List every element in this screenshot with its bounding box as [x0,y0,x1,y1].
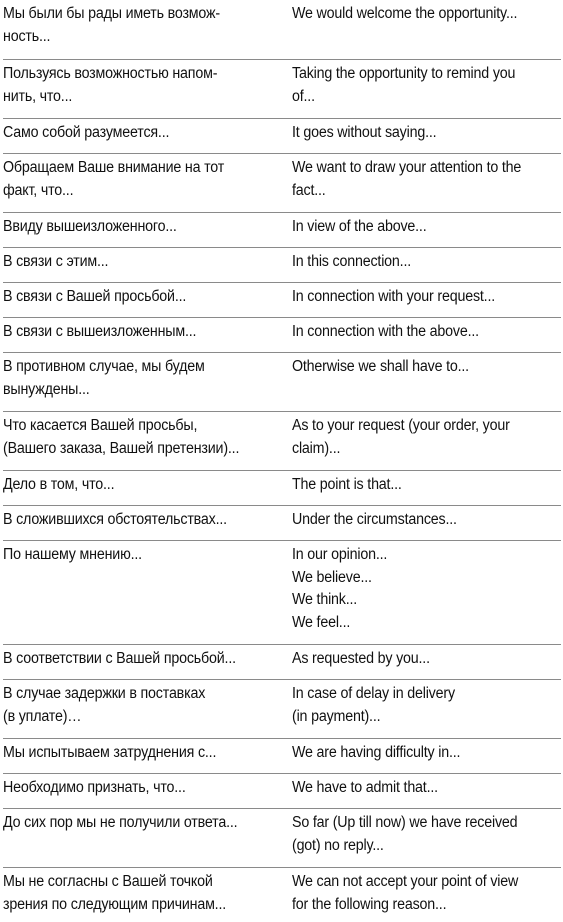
russian-phrase: Необходимо признать, что... [3,779,186,796]
russian-phrase: Дело в том, что... [3,476,115,493]
russian-phrase: Мы не согласны с Вашей точкой зрения по следующим причинам... [3,873,227,913]
russian-phrase: Само собой разумеется... [3,124,170,141]
english-phrase: As requested by you... [292,650,430,667]
english-phrase: We would welcome the opportunity... [292,5,518,22]
phrase-row [3,471,561,506]
english-phrase: As to your request (your order, your claim)... [292,417,510,457]
english-phrase: Taking the opportunity to remind you of... [292,65,516,105]
english-phrase: The point is that... [292,476,402,493]
english-phrase: In connection with your request... [292,288,496,305]
phrase-table [3,0,561,922]
english-phrase: So far (Up till now) we have received (got) no reply... [292,814,518,854]
russian-phrase: По нашему мнению... [3,546,142,563]
english-phrase: Otherwise we shall have to... [292,358,469,375]
russian-phrase: Обращаем Ваше внимание на тот факт, что... [3,159,225,199]
russian-phrase: Ввиду вышеизложенного... [3,218,177,235]
phrase-row [3,119,561,154]
russian-phrase: Пользуясь возможностью напом- нить, что... [3,65,218,105]
russian-phrase: В соответствии с Вашей просьбой... [3,650,236,667]
russian-phrase: В связи с Вашей просьбой... [3,288,187,305]
phrase-row [3,645,561,680]
english-phrase: It goes without saying... [292,124,437,141]
phrase-row [3,541,561,645]
english-phrase: In connection with the above... [292,323,479,340]
phrase-row [3,868,561,922]
english-phrase: We have to admit that... [292,779,438,796]
phrase-row [3,0,561,60]
phrase-row [3,506,561,541]
phrase-row [3,680,561,739]
phrase-row [3,774,561,809]
russian-phrase: В противном случае, мы будем вынуждены... [3,358,205,398]
phrase-row [3,154,561,213]
english-phrase: In case of delay in delivery (in payment)... [292,685,455,725]
russian-phrase: В связи с этим... [3,253,109,270]
phrase-row [3,318,561,353]
english-phrase: In our opinion... We believe... We think... We feel... [292,546,388,631]
phrase-row [3,739,561,774]
phrase-row [3,353,561,412]
russian-phrase: В сложившихся обстоятельствах... [3,511,227,528]
english-phrase: We want to draw your attention to the fact... [292,159,522,199]
phrase-row [3,283,561,318]
english-phrase: In this connection... [292,253,412,270]
russian-phrase: В случае задержки в поставках (в уплате)… [3,685,206,725]
russian-phrase: Мы испытываем затруднения с... [3,744,217,761]
english-phrase: Under the circumstances... [292,511,457,528]
phrase-row [3,248,561,283]
english-phrase: We are having difficulty in... [292,744,461,761]
phrase-row [3,213,561,248]
english-phrase: In view of the above... [292,218,427,235]
russian-phrase: Что касается Вашей просьбы, (Вашего заказа, Вашей претензии)... [3,417,240,457]
phrase-row [3,809,561,868]
phrase-row [3,60,561,119]
russian-phrase: В связи с вышеизложенным... [3,323,197,340]
phrase-row [3,412,561,471]
english-phrase: We can not accept your point of view for the following reason... [292,873,519,913]
russian-phrase: До сих пор мы не получили ответа... [3,814,238,831]
russian-phrase: Мы были бы рады иметь возмож- ность... [3,5,220,45]
